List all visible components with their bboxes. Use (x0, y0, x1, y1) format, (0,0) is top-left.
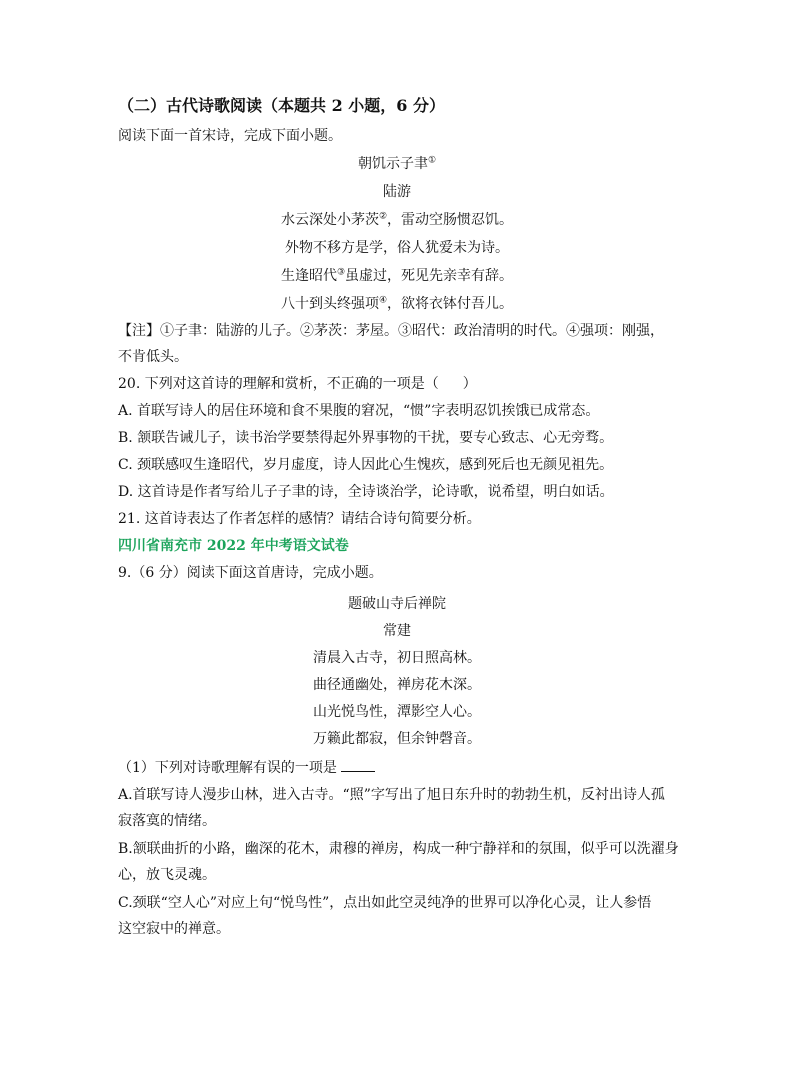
poem1-author: 陆游 (383, 184, 411, 200)
poem2-title: 题破山寺后禅院 (348, 596, 446, 612)
q9-option-b-cont: 心，放飞灵魂。 (118, 867, 216, 883)
q9-option-a-cont: 寂落寞的情绪。 (118, 813, 216, 829)
poem2-line: 曲径通幽处，禅房花木深。 (313, 677, 481, 693)
q21-stem: 21. 这首诗表达了作者怎样的感情？请结合诗句简要分析。 (118, 511, 481, 527)
poem1-instruction: 阅读下面一首宋诗，完成下面小题。 (118, 128, 342, 144)
poem2-line: 山光悦鸟性，潭影空人心。 (313, 704, 481, 720)
q20-option-c: C. 颈联感叹生逢昭代，岁月虚度，诗人因此心生愧疚，感到死后也无颜见祖先。 (118, 457, 614, 473)
poem1-notes: 【注】①子聿：陆游的儿子。②茅茨：茅屋。③昭代：政治清明的时代。④强项：刚强， (118, 323, 664, 339)
q20-option-d: D. 这首诗是作者写给儿子子聿的诗，全诗谈治学，论诗歌，说希望，明白如话。 (118, 484, 614, 500)
poem1-line: 外物不移方是学，俗人犹爱未为诗。 (285, 240, 509, 256)
q9-sub1: （1）下列对诗歌理解有误的一项是 (118, 758, 375, 778)
q9-option-c: C.颈联“空人心”对应上句“悦鸟性”，点出如此空灵纯净的世界可以净化心灵，让人参悟 (118, 895, 652, 911)
poem1-title: 朝饥示子聿① (357, 155, 437, 172)
source-heading: 四川省南充市 2022 年中考语文试卷 (118, 538, 349, 554)
poem2-line: 清晨入古寺，初日照高林。 (313, 650, 481, 666)
poem1-line: 生逢昭代③虽虚过，死见先亲幸有辞。 (280, 267, 514, 284)
q9-option-c-cont: 这空寂中的禅意。 (118, 921, 230, 937)
section-heading: （二）古代诗歌阅读（本题共 2 小题，6 分） (118, 96, 445, 115)
poem2-line: 万籁此都寂，但余钟磬音。 (313, 731, 481, 747)
poem1-line: 水云深处小茅茨②，雷动空肠惯忍饥。 (280, 211, 514, 228)
q9-option-a: A.首联写诗人漫步山林，进入古寺。“照”字写出了旭日东升时的勃勃生机，反衬出诗人孤 (118, 787, 665, 803)
q9-option-b: B.颔联曲折的小路，幽深的花木，肃穆的禅房，构成一种宁静祥和的氛围，似乎可以洗濯身 (118, 841, 679, 857)
q20-option-a: A. 首联写诗人的居住环境和食不果腹的窘况，“惯”字表明忍饥挨饿已成常态。 (118, 403, 600, 419)
poem2-author: 常建 (383, 623, 411, 639)
q20-option-b: B. 颔联告诫儿子，读书治学要禁得起外界事物的干扰，要专心致志、心无旁骛。 (118, 430, 614, 446)
answer-blank (341, 759, 375, 772)
q9-intro: 9.（6 分）阅读下面这首唐诗，完成小题。 (118, 565, 383, 581)
poem1-notes-cont: 不肯低头。 (118, 349, 188, 365)
q20-stem: 20. 下列对这首诗的理解和赏析，不正确的一项是（ ） (118, 376, 477, 392)
poem1-line: 八十到头终强项④，欲将衣钵付吾儿。 (280, 295, 514, 312)
